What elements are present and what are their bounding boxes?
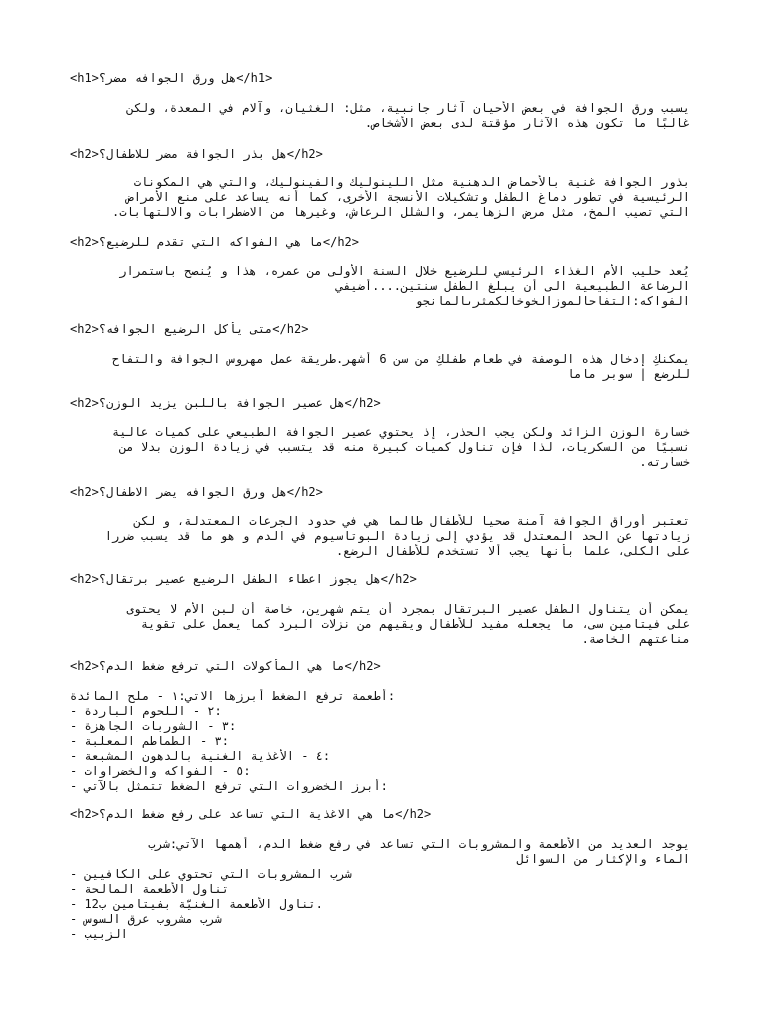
paragraph-line: خسارة الوزن الزائد ولكن يجب الحذر، إذ يحتوي عصير الجوافة الطبيعي على كميات عالية <box>112 425 690 439</box>
list-item: - ٢ - اللحوم الباردة: <box>70 704 222 718</box>
heading-when-infant-eats-guava: <h2>متى يأكل الرضيع الجوافه؟</h2> <box>70 322 309 336</box>
list-item: - ٥ - الفواكه والخضراوات: <box>70 764 251 778</box>
paragraph-line: على الكلى، علما بأنها يجب ألا تستخدم للأطفال الرضع. <box>335 544 690 558</box>
list-item: - تناول الأطعمة الغنيّة بفيتامين ب12. <box>70 897 323 911</box>
paragraph-line: التي تصيب المخ، مثل مرض الزهايمر، والشلل الرعاش، وغيرها من الاضطرابات والالتهابات. <box>112 205 690 219</box>
list-item: - ٣ - الشوربات الجاهزة: <box>70 719 237 733</box>
paragraph-line: للرضع | سوبر ماما <box>567 367 690 381</box>
paragraph-line: الماء والإكثار من السوائل <box>516 852 690 866</box>
list-item: - ٤ - الأغذية الغنية بالدهون المشبعة: <box>70 749 331 763</box>
heading-guava-leaf-harmful: <h1>هل ورق الجوافه مضر؟</h1> <box>70 71 273 85</box>
list-item: - أبرز الخضروات التي ترفع الضغط تتمثل بالآتي: <box>70 779 388 793</box>
paragraph-line: الرئيسية في تطور دماغ الطفل وتشكيلات الأنسجة الأخرى، كما أنه يساعد على منع الأمراض <box>126 190 690 204</box>
list-item: - شرب المشروبات التي تحتوي على الكافيين <box>70 867 352 881</box>
heading-orange-juice-infant: <h2>هل يجوز اعطاء الطفل الرضيع عصير برتقال؟</h2> <box>70 572 417 586</box>
heading-fruits-for-infant: <h2>ما هي الفواكه التي تقدم للرضيع؟</h2> <box>70 235 359 249</box>
paragraph-line: الرضاعة الطبيعية الى أن يبلغ الطفل سنتين....أضيفي <box>335 279 690 293</box>
paragraph-line: يوجد العديد من الأطعمة والمشروبات التي تساعد في رفع ضغط الدم، أهمها الآتي:شرب <box>148 837 690 851</box>
heading-guava-leaf-children: <h2>هل ورق الجوافه يضر الاطفال؟</h2> <box>70 485 323 499</box>
paragraph-line: تعتبر أوراق الجوافة آمنة صحيا للأطفال طالما هي في حدود الجرعات المعتدلة، و لكن <box>133 514 690 528</box>
paragraph-line: يمكن أن يتناول الطفل عصير البرتقال بمجرد أن يتم شهرين، خاصة أن لبن الأم لا يحتوى <box>126 602 690 616</box>
heading-guava-seeds-children: <h2>هل بذر الجوافة مضر للاطفال؟</h2> <box>70 147 323 161</box>
paragraph-line: خسارته. <box>639 455 690 469</box>
paragraph-line: الفواكه:التفاحالموزالخوخالكمثرىالمانجو <box>415 294 690 308</box>
list-line: أطعمة ترفع الضغط أبرزها الاتي:١ - ملح المائدة: <box>70 689 396 703</box>
paragraph-line: نسبيًا من السكريات، لذا فإن تناول كميات كبيرة منه قد يتسبب في زيادة الوزن بدلا من <box>119 440 690 454</box>
heading-foods-help-raise-pressure: <h2>ما هي الاغذية التي تساعد على رفع ضغط الدم؟</h2> <box>70 807 432 821</box>
paragraph-line: يُعد حليب الأم الغذاء الرئيسي للرضيع خلال السنة الأولى من عمره، هذا و يُنصح باستمرار <box>119 264 690 278</box>
list-item: - شرب مشروب عرق السوس <box>70 912 222 926</box>
heading-guava-juice-weight: <h2>هل عصير الجوافة باللبن يزيد الوزن؟</h2> <box>70 396 381 410</box>
list-item: - الزبيب <box>70 927 128 941</box>
paragraph-line: على فيتامين سى، ما يجعله مفيد للأطفال ويقيهم من نزلات البرد كما يعمل على تقوية <box>140 617 690 631</box>
paragraph-line: يسبب ورق الجوافة في بعض الأحيان آثار جانبية، مثل: الغثيان، وآلام في المعدة، ولكن <box>126 101 690 115</box>
paragraph-line: مناعتهم الخاصة. <box>581 632 690 646</box>
paragraph-line: غالبًا ما تكون هذه الآثار مؤقتة لدى بعض الأشخاص. <box>364 116 690 130</box>
heading-foods-raise-blood-pressure: <h2>ما هي المأكولات التي ترفع ضغط الدم؟</h2> <box>70 659 381 673</box>
list-item: - ٣ - الطماطم المعلبة: <box>70 734 229 748</box>
paragraph-line: يمكنكِ إدخال هذه الوصفة في طعام طفلكِ من سن 6 أشهر.طريقة عمل مهروس الجوافة والتفاح <box>112 352 690 366</box>
list-item: - تناول الأطعمة المالحة <box>70 882 229 896</box>
paragraph-line: زيادتها عن الحد المعتدل قد يؤدي إلى زيادة البوتاسيوم في الدم و هو ما قد يسبب ضررا <box>104 529 690 543</box>
paragraph-line: بذور الجوافة غنية بالأحماض الدهنية مثل اللينوليك والفينوليك، والتي هي المكونات <box>133 175 690 189</box>
